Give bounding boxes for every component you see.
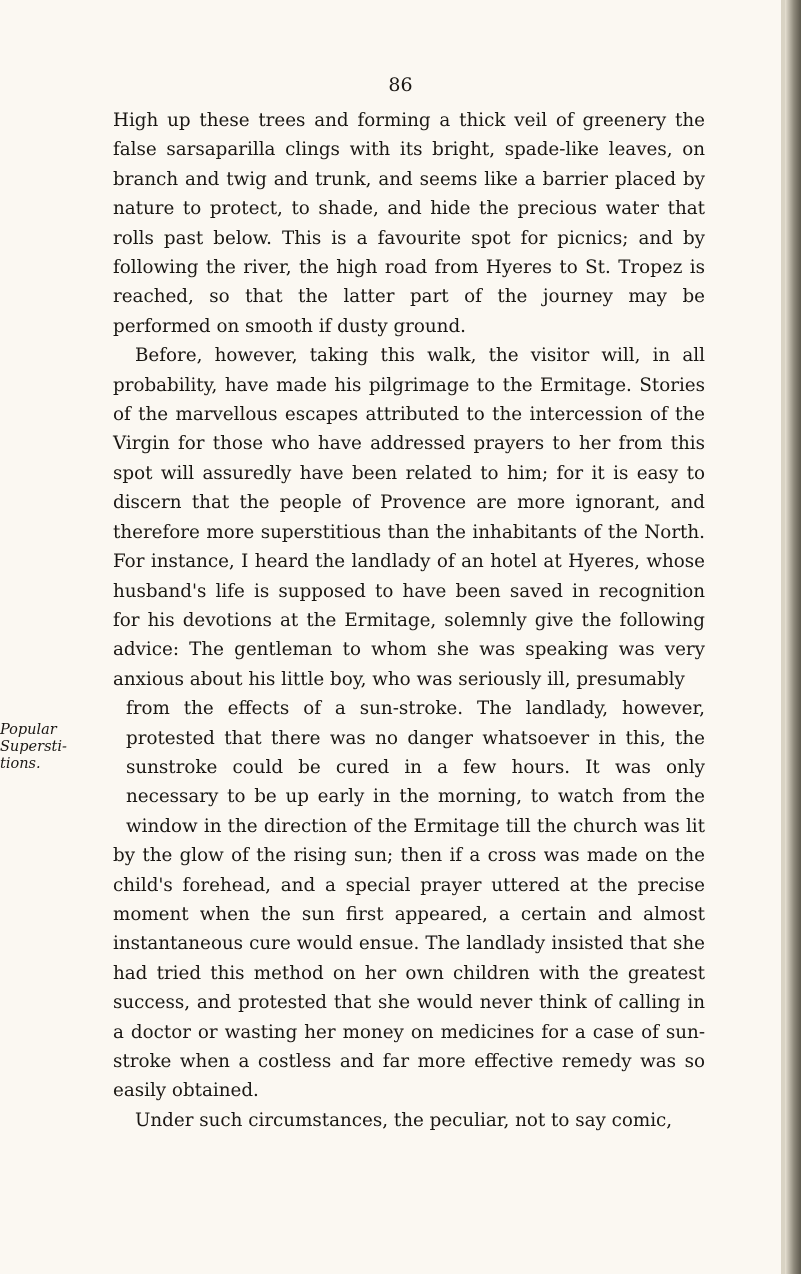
book-edge (785, 0, 801, 1274)
paragraph-2: Before, however, taking this walk, the visitor will, in all probability, have made his pilgrimage to the Ermitage. Stories of the marvellous escapes attributed to the intercession of the Virgin for those who have addressed prayers to her from this spot will assuredly have been related to him; for it is easy to discern that the people of Provence are more ignorant, and therefore more superstitious than the inhabitants of the North. For instance, I heard the landlady of an hotel at Hyeres, whose husband's life is supposed to have been saved in recognition for his devotions at the Ermitage, solemnly give the following advice: The gentleman to whom she was speaking was very anxious about his little boy, who was seriously ill, presumably (113, 345, 705, 690)
paragraph-2-continued: from the effects of a sun-stroke. The landlady, however, protested that there was no danger whatsoever in this, the sunstroke could be cured in a few hours. It was only necessary to be up early in the morning, to watch from the window in the direction of the Ermitage till the church was lit by the glow of the rising sun; then if a cross was made on the child's forehead, and a special prayer uttered at the precise moment when the sun first appeared, a certain and almost instantaneous cure would ensue. The landlady insisted that she had tried this method on her own children with the greatest success, and protested that she would never think of calling in a doctor or wasting her money on medicines for a case of sun-stroke when a costless and far more effective remedy was so easily obtained. (113, 698, 705, 1102)
paragraph-1: High up these trees and forming a thick veil of greenery the false sarsaparilla clings with its bright, spade-like leaves, on branch and twig and trunk, and seems like a barrier placed by nature to protect, to shade, and hide the precious water that rolls past below. This is a favourite spot for picnics; and by following the river, the high road from Hyeres to St. Tropez is reached, so that the latter part of the journey may be performed on smooth if dusty ground. (113, 110, 705, 337)
margin-note-line: tions. (0, 756, 41, 773)
paragraph-3: Under such circumstances, the peculiar, not to say comic, (135, 1109, 673, 1131)
margin-note-line: Popular (0, 722, 57, 739)
margin-note (0, 722, 116, 832)
body-text (0, 106, 705, 1135)
page-number: 86 (388, 74, 413, 96)
margin-note-line: Supersti- (0, 739, 67, 756)
